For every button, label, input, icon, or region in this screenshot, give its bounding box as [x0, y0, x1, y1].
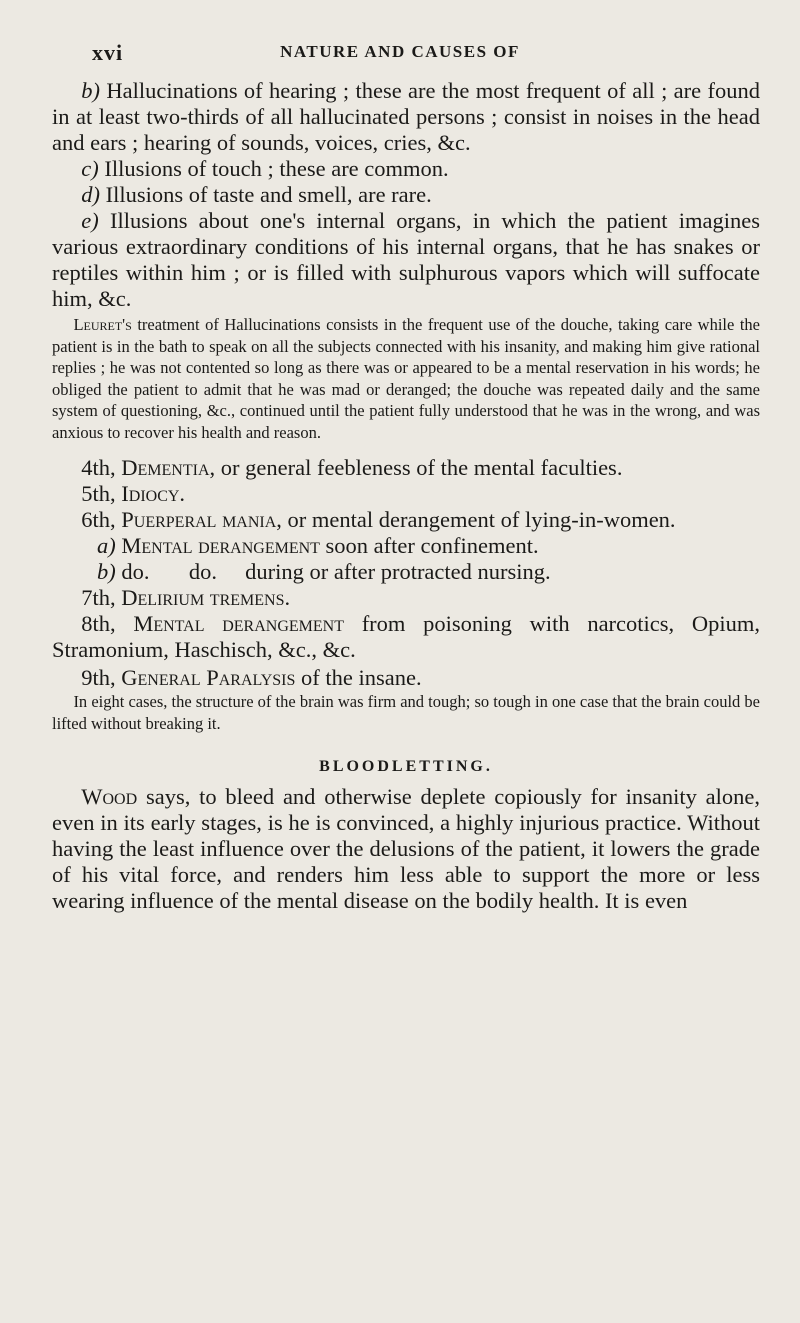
author-name: Leuret's [73, 315, 132, 334]
paragraph-subitem-a [52, 533, 760, 559]
page-number: xvi [92, 40, 124, 65]
paragraph-leuret-treatment [52, 314, 760, 443]
paragraph-general-paralysis [52, 665, 760, 691]
paragraph-idiocy [52, 481, 760, 507]
paragraph-dementia [52, 455, 760, 481]
term: Idiocy. [121, 481, 186, 506]
term: Puerperal mania, [121, 507, 282, 532]
item-letter: d) [81, 182, 100, 207]
paragraph-wood [52, 784, 760, 914]
item-number: 8th, [81, 611, 134, 636]
paragraph-text: says, to bleed and otherwise deplete copiously for insanity alone, even in its early stages, is he is convinced, a highly injurious practice. Without having the least influence over the delusions of the patient, it lowers the grade of his vital force, and renders him less able to support the more or less wearing influence of the mental disease on the bodily health. It is even [52, 784, 760, 913]
page-header [0, 40, 800, 70]
item-letter: c) [81, 156, 99, 181]
item-number: 4th, [81, 455, 122, 480]
term: Delirium tremens. [121, 585, 291, 610]
term: Mental derangement [133, 611, 344, 636]
paragraph-text: Illusions of taste and smell, are rare. [100, 182, 432, 207]
paragraph-illusions-touch [52, 156, 760, 182]
paragraph-poisoning [52, 611, 760, 663]
item-number: 6th, [81, 507, 122, 532]
item-number: 5th, [81, 481, 122, 506]
item-number: 7th, [81, 585, 122, 610]
paragraph-text: Illusions about one's internal organs, in which the patient imagines various extraordinary conditions of his internal organs, that he has snakes or reptiles within him ; or is filled with sulphurous vapors which will suffocate him, &c. [52, 208, 760, 311]
term: Mental derangement [115, 533, 320, 558]
paragraph-hallucinations-hearing [52, 78, 760, 156]
item-letter: a) [97, 533, 116, 558]
section-heading: BLOODLETTING. [319, 758, 493, 775]
paragraph-illusions-taste [52, 182, 760, 208]
author-name: Wood [81, 784, 138, 809]
item-letter: e) [81, 208, 99, 233]
paragraph-text: from poisoning with narcotics, Opium, Stramonium, Haschisch, &c., &c. [52, 611, 760, 662]
term: Dementia, [121, 455, 216, 480]
paragraph-text: or general feebleness of the mental faculties. [215, 455, 623, 480]
paragraph-text: do. do. during or after protracted nursing. [115, 559, 551, 584]
paragraph-subitem-b [52, 559, 760, 585]
paragraph-text: or mental derangement of lying-in-women. [281, 507, 676, 532]
paragraph-puerperal-mania [52, 507, 760, 533]
term: General Paralysis [121, 665, 296, 690]
paragraph-text: soon after confinement. [319, 533, 539, 558]
paragraph-eight-cases: In eight cases, the structure of the brain was firm and tough; so tough in one case that the brain could be lifted without breaking it. [52, 692, 760, 733]
item-letter: b) [81, 78, 100, 103]
paragraph-text: treatment of Hallucinations consists in the frequent use of the douche, taking care while the patient is in the bath to speak on all the subjects connected with his insanity, and making him give rational replies ; he was not contented so long as there was or appeared to be a mental reservation in his words; he obliged the patient to admit that he was mad or deranged; the douche was repeated daily and the same system of questioning, &c., continued until the patient fully understood that he was in the wrong, and was anxious to recover his health and reason. [52, 315, 760, 442]
item-letter: b) [97, 559, 116, 584]
paragraph-text: Illusions of touch ; these are common. [98, 156, 449, 181]
paragraph-text: Hallucinations of hearing ; these are the most frequent of all ; are found in at least two-thirds of all hallucinated persons ; consist in noises in the head and ears ; hearing of sounds, voices, cries, &c. [52, 78, 760, 155]
item-number: 9th, [81, 665, 122, 690]
paragraph-text: of the insane. [295, 665, 422, 690]
page-body [52, 78, 760, 914]
paragraph-delirium-tremens [52, 585, 760, 611]
running-title: NATURE AND CAUSES OF [280, 42, 520, 61]
paragraph-illusions-internal [52, 208, 760, 312]
